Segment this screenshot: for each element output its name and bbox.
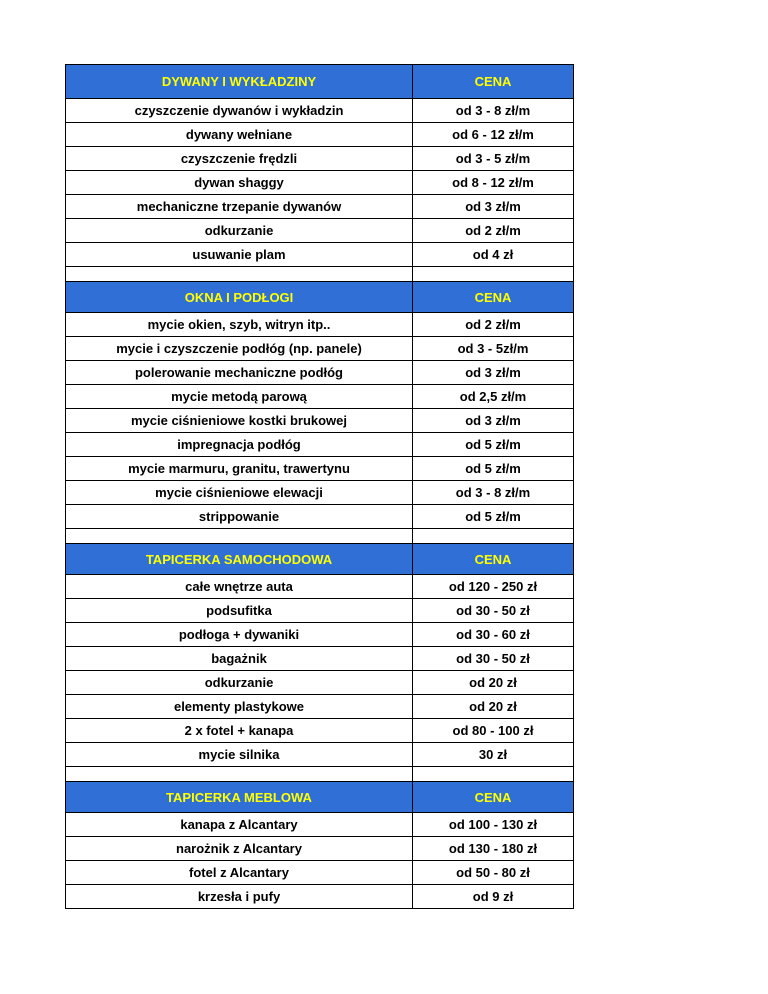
table-row [66, 695, 574, 719]
price-cell: od 3 zł/m [413, 361, 574, 385]
section-title: TAPICERKA SAMOCHODOWA [66, 544, 413, 575]
table-row [66, 99, 574, 123]
price-column-header: CENA [413, 544, 574, 575]
service-cell: podsufitka [66, 599, 413, 623]
price-column-header: CENA [413, 782, 574, 813]
service-cell: czyszczenie dywanów i wykładzin [66, 99, 413, 123]
price-cell: od 80 - 100 zł [413, 719, 574, 743]
table-row [66, 885, 574, 909]
price-cell: od 2,5 zł/m [413, 385, 574, 409]
service-cell: impregnacja podłóg [66, 433, 413, 457]
spacer-row [66, 767, 574, 782]
empty-cell [66, 529, 413, 544]
table-row [66, 147, 574, 171]
price-cell: od 3 zł/m [413, 409, 574, 433]
table-row [66, 219, 574, 243]
price-cell: od 100 - 130 zł [413, 813, 574, 837]
price-cell: od 2 zł/m [413, 313, 574, 337]
service-cell: polerowanie mechaniczne podłóg [66, 361, 413, 385]
table-row [66, 243, 574, 267]
price-cell: od 3 - 8 zł/m [413, 99, 574, 123]
empty-cell [413, 767, 574, 782]
table-row [66, 671, 574, 695]
section-header-carpets [66, 65, 574, 99]
price-cell: od 120 - 250 zł [413, 575, 574, 599]
service-cell: mycie silnika [66, 743, 413, 767]
section-header-windows-floors [66, 282, 574, 313]
section-title: TAPICERKA MEBLOWA [66, 782, 413, 813]
price-cell: od 3 zł/m [413, 195, 574, 219]
price-cell: od 20 zł [413, 671, 574, 695]
service-cell: mechaniczne trzepanie dywanów [66, 195, 413, 219]
price-cell: od 4 zł [413, 243, 574, 267]
service-cell: podłoga + dywaniki [66, 623, 413, 647]
empty-cell [66, 267, 413, 282]
price-cell: od 8 - 12 zł/m [413, 171, 574, 195]
empty-cell [66, 767, 413, 782]
service-cell: fotel z Alcantary [66, 861, 413, 885]
price-cell: od 30 - 60 zł [413, 623, 574, 647]
service-cell: bagażnik [66, 647, 413, 671]
table-row [66, 861, 574, 885]
spacer-row [66, 529, 574, 544]
section-title: OKNA I PODŁOGI [66, 282, 413, 313]
table-row [66, 837, 574, 861]
table-row [66, 623, 574, 647]
price-cell: 30 zł [413, 743, 574, 767]
price-cell: od 5 zł/m [413, 457, 574, 481]
section-title: DYWANY I WYKŁADZINY [66, 65, 413, 99]
service-cell: odkurzanie [66, 219, 413, 243]
price-cell: od 2 zł/m [413, 219, 574, 243]
service-cell: czyszczenie frędzli [66, 147, 413, 171]
table-row [66, 313, 574, 337]
service-cell: mycie ciśnieniowe elewacji [66, 481, 413, 505]
table-row [66, 599, 574, 623]
service-cell: dywany wełniane [66, 123, 413, 147]
table-row [66, 743, 574, 767]
table-row [66, 171, 574, 195]
price-cell: od 30 - 50 zł [413, 647, 574, 671]
price-cell: od 3 - 8 zł/m [413, 481, 574, 505]
section-header-car-upholstery [66, 544, 574, 575]
price-cell: od 5 zł/m [413, 505, 574, 529]
price-cell: od 3 - 5zł/m [413, 337, 574, 361]
empty-cell [413, 267, 574, 282]
price-cell: od 6 - 12 zł/m [413, 123, 574, 147]
table-row [66, 385, 574, 409]
price-cell: od 130 - 180 zł [413, 837, 574, 861]
service-cell: usuwanie plam [66, 243, 413, 267]
table-row [66, 433, 574, 457]
service-cell: elementy plastykowe [66, 695, 413, 719]
price-column-header: CENA [413, 282, 574, 313]
table-row [66, 647, 574, 671]
service-cell: 2 x fotel + kanapa [66, 719, 413, 743]
service-cell: krzesła i pufy [66, 885, 413, 909]
table-row [66, 481, 574, 505]
table-row [66, 337, 574, 361]
price-list-table [65, 64, 574, 909]
price-cell: od 9 zł [413, 885, 574, 909]
service-cell: mycie marmuru, granitu, trawertynu [66, 457, 413, 481]
price-cell: od 30 - 50 zł [413, 599, 574, 623]
service-cell: całe wnętrze auta [66, 575, 413, 599]
table-row [66, 813, 574, 837]
price-cell: od 50 - 80 zł [413, 861, 574, 885]
table-row [66, 123, 574, 147]
service-cell: kanapa z Alcantary [66, 813, 413, 837]
service-cell: mycie i czyszczenie podłóg (np. panele) [66, 337, 413, 361]
price-cell: od 20 zł [413, 695, 574, 719]
section-header-furniture-upholstery [66, 782, 574, 813]
table-row [66, 575, 574, 599]
service-cell: dywan shaggy [66, 171, 413, 195]
price-cell: od 3 - 5 zł/m [413, 147, 574, 171]
table-row [66, 361, 574, 385]
price-column-header: CENA [413, 65, 574, 99]
table-row [66, 195, 574, 219]
price-cell: od 5 zł/m [413, 433, 574, 457]
spacer-row [66, 267, 574, 282]
service-cell: mycie okien, szyb, witryn itp.. [66, 313, 413, 337]
service-cell: mycie metodą parową [66, 385, 413, 409]
table-row [66, 505, 574, 529]
service-cell: odkurzanie [66, 671, 413, 695]
service-cell: narożnik z Alcantary [66, 837, 413, 861]
table-row [66, 719, 574, 743]
service-cell: strippowanie [66, 505, 413, 529]
empty-cell [413, 529, 574, 544]
table-row [66, 409, 574, 433]
table-row [66, 457, 574, 481]
service-cell: mycie ciśnieniowe kostki brukowej [66, 409, 413, 433]
